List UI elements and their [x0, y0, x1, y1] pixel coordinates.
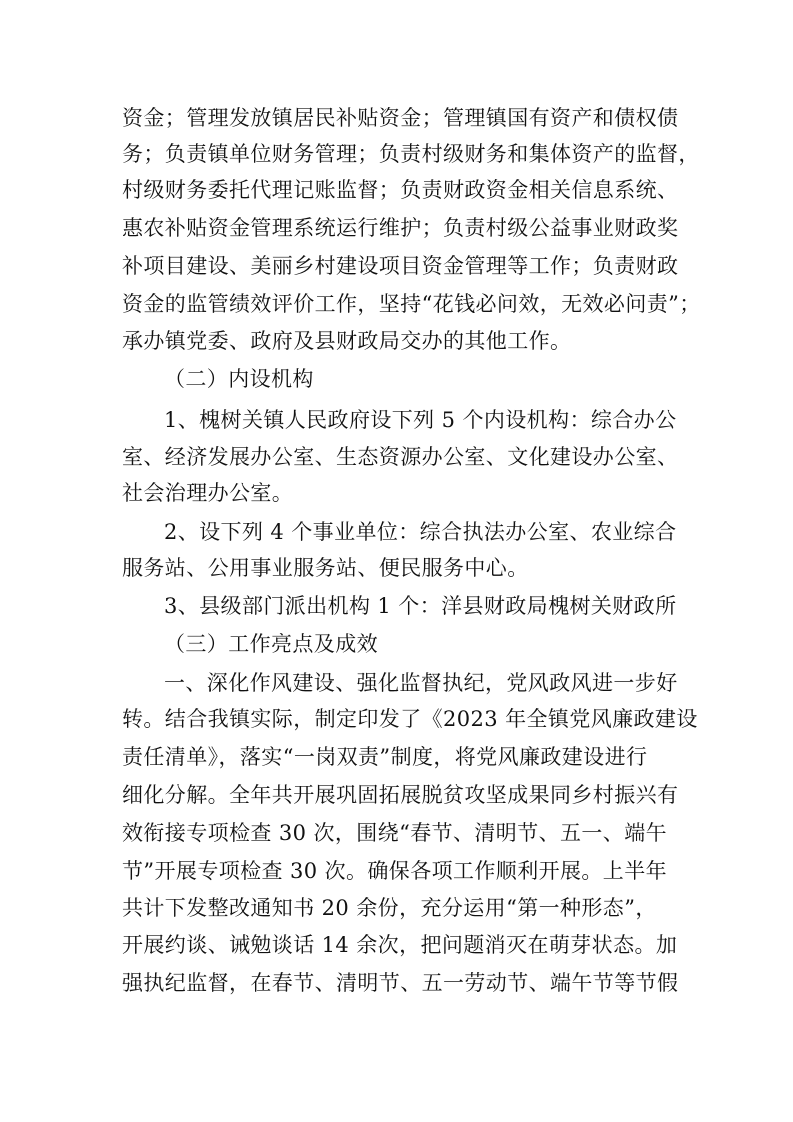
- body-text-line: 效衔接专项检查 30 次，围绕“春节、清明节、五一、端午: [122, 821, 668, 845]
- body-text-line: 社会治理办公室。: [122, 481, 294, 505]
- body-text-line: 室、经济发展办公室、生态资源办公室、文化建设办公室、: [122, 445, 679, 469]
- body-text-line: 转。结合我镇实际，制定印发了《2023 年全镇党风廉政建设: [122, 707, 698, 731]
- body-text-line: 开展约谈、诫勉谈话 14 余次，把问题消灭在萌芽状态。加: [122, 933, 678, 957]
- section-heading: （二）内设机构: [164, 367, 314, 391]
- body-text-line: 3、县级部门派出机构 1 个：洋县财政局槐树关财政所: [164, 594, 677, 618]
- body-text-line: 补项目建设、美丽乡村建设项目资金管理等工作；负责财政: [122, 254, 679, 278]
- section-heading: （三）工作亮点及成效: [164, 632, 378, 656]
- body-text-line: 1、槐树关镇人民政府设下列 5 个内设机构：综合办公: [164, 408, 677, 432]
- body-text-line: 责任清单》，落实“一岗双责”制度，将党风廉政建设进行: [122, 745, 648, 769]
- body-text-line: 资金的监管绩效评价工作，坚持“花钱必问效，无效必问责”；: [122, 292, 701, 316]
- body-text-line: 2、设下列 4 个事业单位：综合执法办公室、农业综合: [164, 520, 677, 544]
- body-text-line: 强执纪监督，在春节、清明节、五一劳动节、端午节等节假: [122, 971, 679, 995]
- body-text-line: 惠农补贴资金管理系统运行维护；负责村级公益事业财政奖: [122, 216, 679, 240]
- body-text-line: 细化分解。全年共开展巩固拓展脱贫攻坚成果同乡村振兴有: [122, 783, 679, 807]
- body-text-line: 节”开展专项检查 30 次。确保各项工作顺利开展。上半年: [122, 859, 668, 883]
- body-text-line: 共计下发整改通知书 20 余份，充分运用“第一种形态”，: [122, 896, 657, 920]
- body-text-line: 资金；管理发放镇居民补贴资金；管理镇国有资产和债权债: [122, 106, 679, 130]
- body-text-line: 一、深化作风建设、强化监督执纪，党风政风进一步好: [164, 671, 678, 695]
- body-text-line: 服务站、公用事业服务站、便民服务中心。: [122, 556, 529, 580]
- body-text-line: 承办镇党委、政府及县财政局交办的其他工作。: [122, 329, 572, 353]
- body-text-line: 村级财务委托代理记账监督；负责财政资金相关信息系统、: [122, 178, 679, 202]
- body-text-line: 务；负责镇单位财务管理；负责村级财务和集体资产的监督，: [122, 142, 700, 166]
